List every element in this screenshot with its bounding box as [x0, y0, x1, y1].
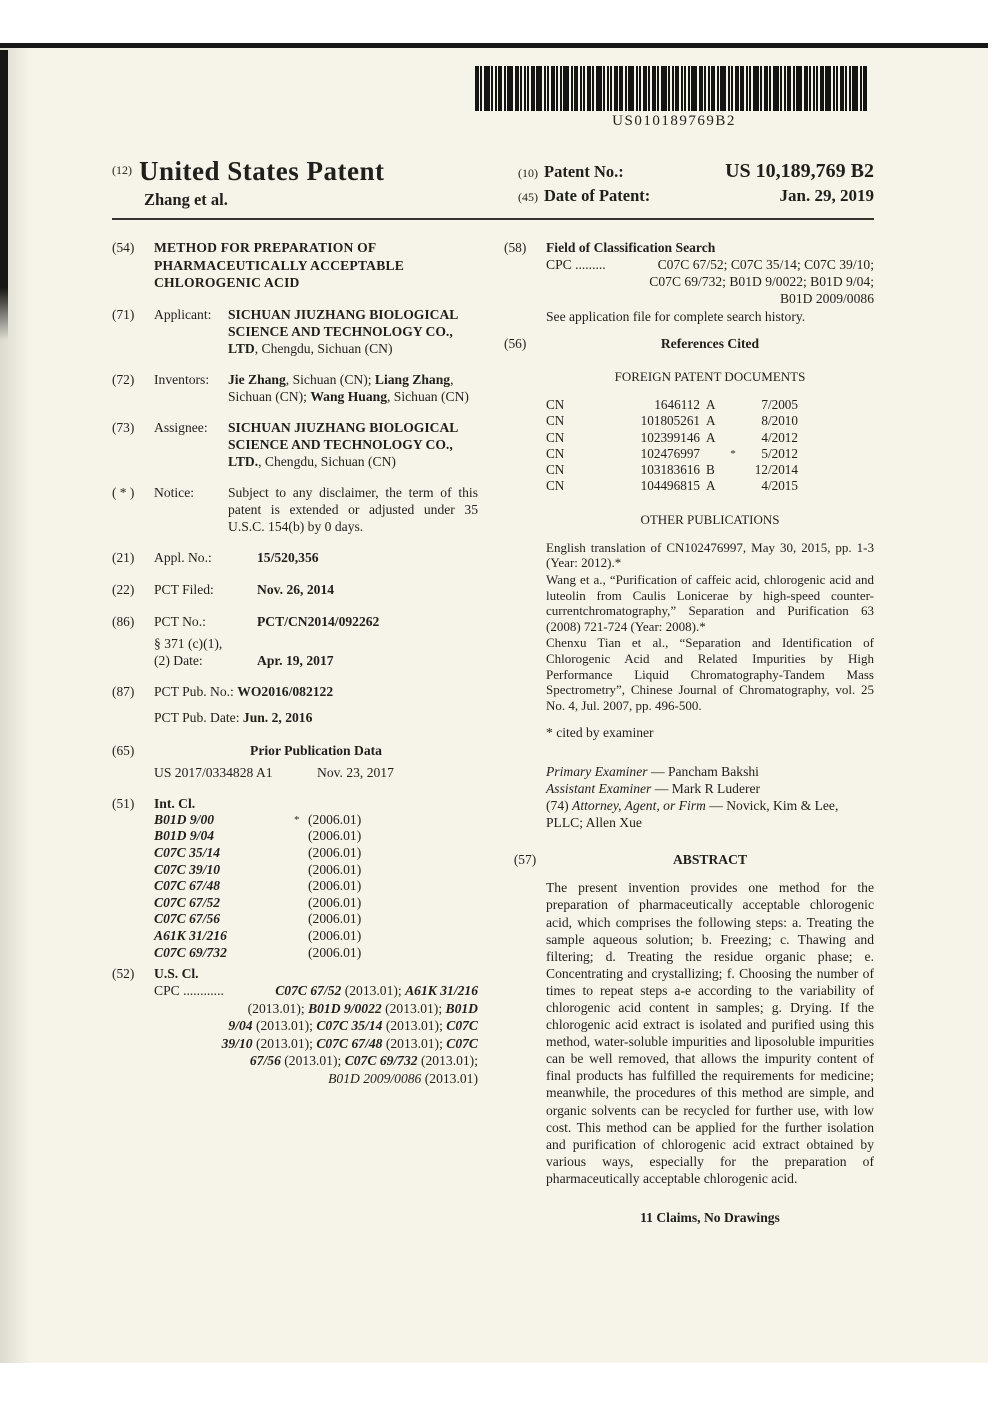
int-cl-heading: Int. Cl. [154, 795, 196, 811]
section-52-us-cl [112, 965, 478, 1087]
int-cl-row: C07C 35/14 (2006.01) [154, 844, 362, 860]
inid-code-45: (45) [518, 190, 538, 204]
section-73-assignee [112, 419, 478, 470]
scan-left-edge [0, 50, 8, 340]
inid-71: (71) [112, 306, 135, 322]
section-371-line: § 371 (c)(1), [154, 635, 223, 651]
section-21-appl-no [112, 549, 478, 566]
section-56-references [504, 335, 874, 1226]
us-cl-heading: U.S. Cl. [154, 966, 199, 982]
cpc-line: C07C 67/52 (2013.01); A61K 31/216 [275, 983, 478, 999]
right-column [504, 239, 874, 1226]
examiner-block [546, 763, 874, 831]
appl-no-label: Appl. No.: [154, 549, 212, 565]
section-65-prior-pub [112, 742, 478, 781]
pct-pub-date-value: Jun. 2, 2016 [242, 709, 313, 725]
inid-51: (51) [112, 795, 135, 811]
patent-date-row [518, 186, 874, 206]
field-search-cpc [546, 256, 874, 307]
inid-56: (56) [504, 336, 527, 351]
left-column [112, 239, 478, 1226]
inid-87: (87) [112, 683, 135, 699]
section-72-inventors [112, 371, 478, 405]
foreign-doc-row: CN 104496815 A 4/2015 [546, 478, 798, 494]
us-cl-cpc-block [154, 982, 478, 1087]
pct-pub-no-value: WO2016/082122 [237, 683, 334, 699]
section-71-applicant [112, 306, 478, 357]
371-date-value: Apr. 19, 2017 [257, 652, 334, 668]
inid-72: (72) [112, 371, 135, 387]
prior-pub-date: Nov. 23, 2017 [317, 764, 394, 780]
scan-top-edge [0, 43, 988, 48]
kind-code-12: (12) [112, 163, 132, 177]
int-cl-row: C07C 67/56 (2006.01) [154, 911, 362, 927]
prior-pub-heading: Prior Publication Data [250, 742, 382, 758]
invention-title: METHOD FOR PREPARATION OF PHARMACEUTICALLY ACCEPTABLE CHLOROGENIC ACID [154, 240, 404, 291]
front-page-content [112, 156, 874, 1226]
int-cl-row: B01D 9/04 (2006.01) [154, 828, 362, 844]
patent-date-value: Jan. 29, 2019 [779, 186, 874, 205]
header-left [112, 156, 384, 210]
patent-number-value: US 10,189,769 B2 [725, 160, 874, 182]
other-pubs-list [546, 540, 874, 714]
foreign-docs-heading: FOREIGN PATENT DOCUMENTS [614, 369, 806, 384]
appl-no-value: 15/520,356 [257, 549, 319, 565]
pct-filed-label: PCT Filed: [154, 581, 214, 597]
patent-date-label: Date of Patent: [544, 186, 651, 205]
see-application-note: See application file for complete search history. [546, 309, 806, 324]
int-cl-row: C07C 67/52 (2006.01) [154, 894, 362, 910]
cpc-line: 67/56 (2013.01); C07C 69/732 (2013.01); [249, 1053, 478, 1069]
inventors-label: Inventors: [154, 371, 210, 387]
section-51-int-cl [112, 795, 478, 961]
claims-line: 11 Claims, No Drawings [640, 1210, 780, 1225]
notice-label: Notice: [154, 484, 195, 500]
pct-pub-no-label: PCT Pub. No.: [154, 683, 234, 699]
abstract-heading: ABSTRACT [672, 852, 748, 868]
foreign-doc-row: CN 1646112 A 7/2005 [546, 397, 798, 412]
header [112, 156, 874, 210]
attorney-line: (74) Attorney, Agent, or Firm — Novick, Kim & Lee, PLLC; Allen Xue [546, 798, 839, 831]
inid-86: (86) [112, 613, 135, 629]
publication-item: English translation of CN102476997, May 30, 2015, pp. 1-3 (Year: 2012).* [546, 539, 874, 571]
patent-number-row [518, 160, 874, 183]
publication-item: Wang et a., “Purification of caffeic acid, chlorogenic acid and luteolin from Caulis Lonicerae by high-speed counter-currentchromatography,” Separation and Purification 63 (2008) 721-724 (Year: 2008).* [546, 571, 874, 634]
section-22-pct-filed [112, 581, 478, 598]
foreign-doc-row: CN 102399146 A 4/2012 [546, 429, 798, 445]
foreign-docs-table [546, 397, 874, 495]
section-notice [112, 484, 478, 535]
abstract-text: The present invention provides one method for the preparation of pharmaceutically acceptable chlorogenic acid, which comprises the following steps: a. Treating the sample aqueous solution; b. Freezing; c. Thawing and filtering; d. Treating the residue organic phase; e. Concentrating and crystallizing; f. Choosing the number of times to repeat steps a-e according to the variability of chlorogenic acid content in samples; g. Drying. If the chlorogenic acid extract is isolated and purified using this method, water-soluble impurities and liposoluble impurities can be well removed, that allows the impurity content of final products has fulfilled the requirements for medicine; meanwhile, the procedures of this method are simple, and organic solvents can be recycled for further use, with low cost. This method can be applied for the further isolation and purification of chlorogenic acid extract obtained by various ways, especially for the preparation of pharmaceutically acceptable chlorogenic acid. [546, 880, 874, 1186]
int-cl-row: C07C 67/48 (2006.01) [154, 878, 362, 894]
inid-21: (21) [112, 549, 135, 565]
section-87-pct-pub [112, 683, 478, 726]
pct-no-value: PCT/CN2014/092262 [257, 613, 380, 629]
section-86-pct-no [112, 613, 478, 669]
int-cl-row: C07C 39/10 (2006.01) [154, 861, 362, 877]
int-cl-row: B01D 9/00 * (2006.01) [154, 811, 362, 827]
field-search-heading: Field of Classification Search [546, 240, 716, 255]
notice-text: Subject to any disclaimer, the term of this patent is extended or adjusted under 35 U.S.C. 154(b) by 0 days. [228, 484, 478, 534]
inid-65: (65) [112, 742, 135, 758]
cpc-line: (2013.01); B01D 9/0022 (2013.01); B01D [247, 1000, 478, 1016]
inid-73: (73) [112, 419, 135, 435]
int-cl-row: A61K 31/216 (2006.01) [154, 927, 362, 943]
first-named-inventor: Zhang et al. [144, 190, 228, 209]
cited-by-examiner-note: * cited by examiner [546, 725, 654, 741]
assistant-examiner-line: Assistant Examiner — Mark R Luderer [546, 781, 761, 797]
patent-number-label: Patent No.: [544, 162, 624, 181]
inid-52: (52) [112, 966, 135, 982]
cpc-leader: CPC ......... [546, 257, 606, 272]
abstract-heading-row [513, 851, 874, 868]
assignee-label: Assignee: [154, 419, 208, 435]
foreign-doc-row: CN 103183616 B 12/2014 [546, 462, 798, 478]
assignee-value: SICHUAN JIUZHANG BIOLOGICAL SCIENCE AND TECHNOLOGY CO., LTD., Chengdu, Sichuan (CN) [228, 419, 458, 469]
foreign-doc-row: CN 102476997 * 5/2012 [546, 445, 798, 461]
cpc-line: 39/10 (2013.01); C07C 67/48 (2013.01); C07C [221, 1035, 478, 1051]
other-pubs-heading: OTHER PUBLICATIONS [640, 511, 780, 527]
pct-pub-date-label: PCT Pub. Date: [154, 709, 240, 725]
header-right [518, 156, 874, 210]
references-heading: References Cited [660, 336, 760, 351]
barcode [475, 66, 873, 111]
prior-pub-ref: US 2017/0334828 A1 [154, 764, 273, 780]
pct-filed-value: Nov. 26, 2014 [257, 581, 335, 597]
inid-code-10: (10) [518, 166, 538, 180]
inid-22: (22) [112, 581, 135, 597]
371-date-label: (2) Date: [154, 652, 203, 668]
inid-54: (54) [112, 240, 135, 255]
cpc-leader: CPC ............ [154, 983, 224, 999]
inid-57: (57) [513, 852, 537, 868]
cpc-line: B01D 2009/0086 (2013.01) [328, 1070, 478, 1086]
barcode-text: US010189769B2 [612, 113, 736, 129]
cpc-line: 9/04 (2013.01); C07C 35/14 (2013.01); C07C [228, 1018, 478, 1034]
inid-58: (58) [504, 240, 527, 255]
applicant-value: SICHUAN JIUZHANG BIOLOGICAL SCIENCE AND TECHNOLOGY CO., LTD, Chengdu, Sichuan (CN) [228, 306, 458, 356]
inventors-value: Jie Zhang, Sichuan (CN); Liang Zhang, Sichuan (CN); Wang Huang, Sichuan (CN) [228, 371, 469, 404]
int-cl-row: C07C 69/732 (2006.01) [154, 944, 362, 960]
cpc-line: C07C 69/732; B01D 9/0022; B01D 9/04; [649, 274, 874, 289]
document-title: United States Patent [139, 156, 385, 186]
applicant-label: Applicant: [154, 306, 212, 322]
inid-star: ( * ) [112, 484, 135, 500]
primary-examiner-line: Primary Examiner — Pancham Bakshi [546, 764, 759, 780]
section-58-field-search [504, 239, 874, 325]
pct-no-label: PCT No.: [154, 613, 206, 629]
barcode-block [475, 66, 873, 130]
publication-item: Chenxu Tian et al., “Separation and Identification of Chlorogenic Acid and Related Impurities by High Performance Liquid Chromatography-Tandem Mass Spectrometry”, Chinese Journal of Chromatography, vol. 25 No. 4, Jul. 2007, pp. 496-500. [546, 635, 874, 713]
section-54-title [112, 239, 478, 292]
cpc-line: B01D 2009/0086 [779, 291, 874, 306]
foreign-doc-row: CN 101805261 A 8/2010 [546, 413, 798, 429]
header-rule [112, 218, 874, 220]
cpc-line: C07C 67/52; C07C 35/14; C07C 39/10; [657, 257, 874, 272]
